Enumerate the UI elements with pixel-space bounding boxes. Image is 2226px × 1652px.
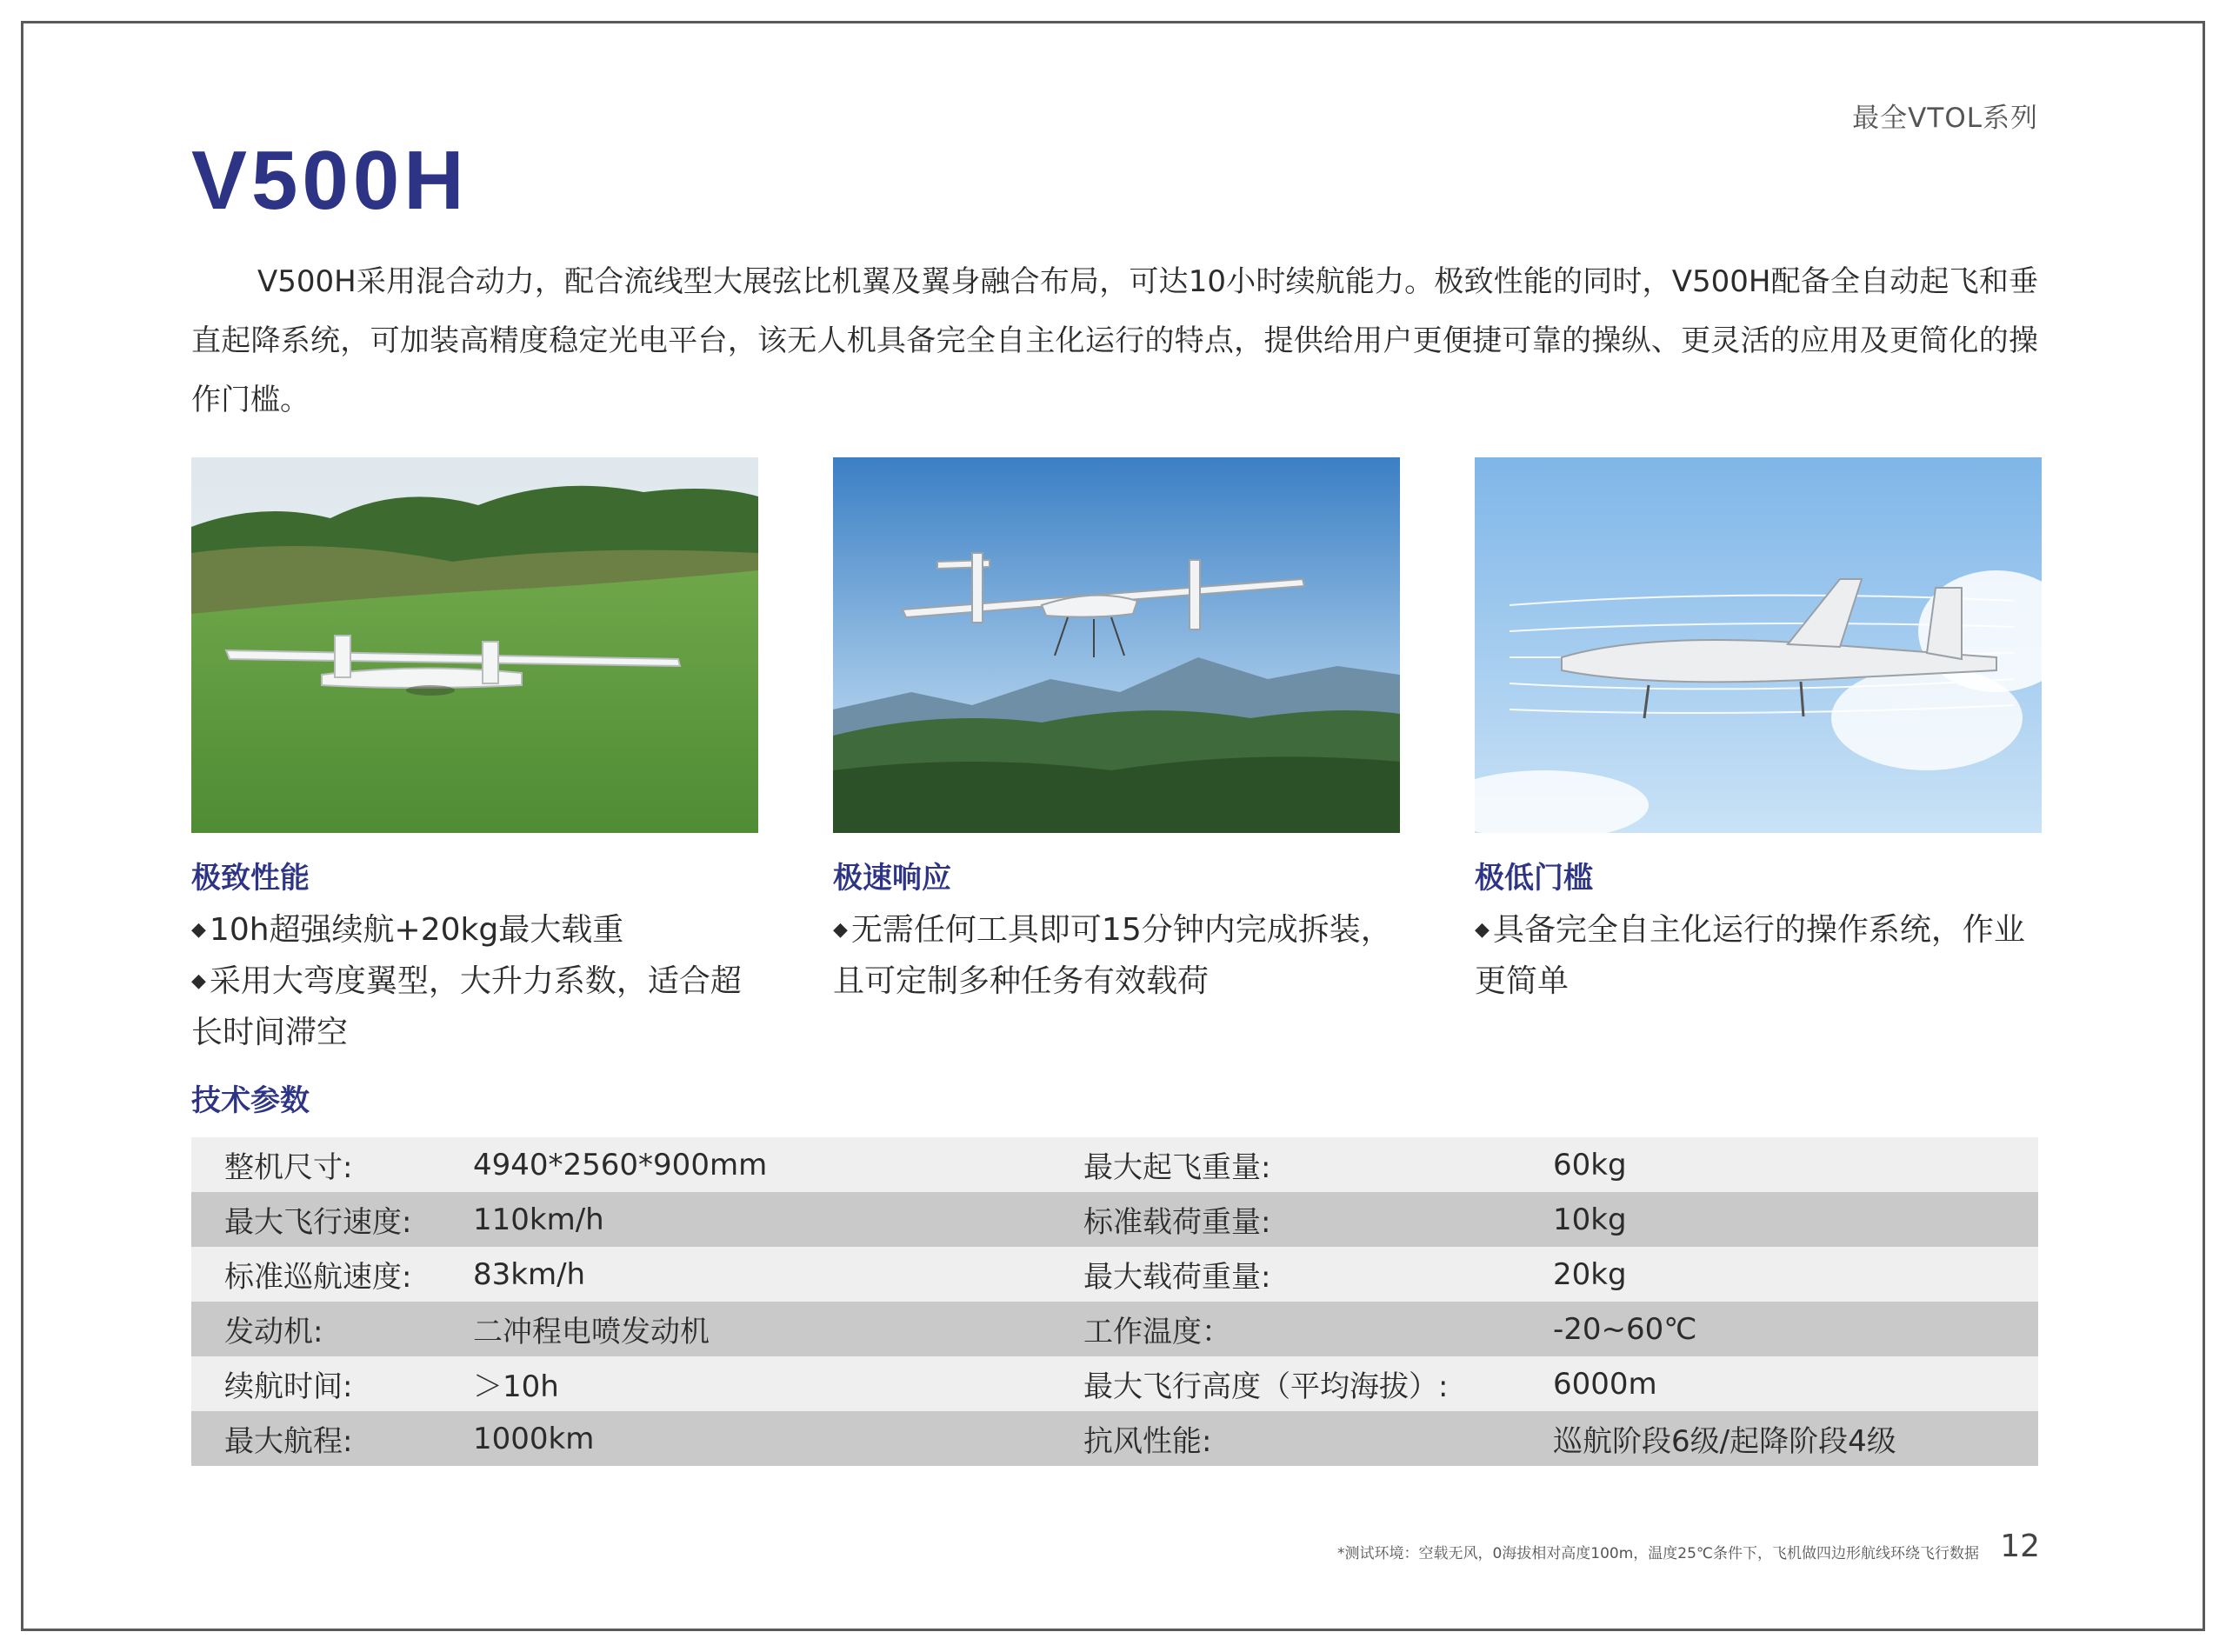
spec-label: 最大飞行速度: (224, 1205, 412, 1240)
spec-label: 抗风性能: (1083, 1424, 1212, 1459)
page-title: V500H (191, 134, 469, 227)
diamond-bullet-icon: ◆ (833, 919, 848, 941)
spec-value: ＞10h (473, 1369, 559, 1404)
feature-title-threshold: 极低门槛 (1475, 861, 1593, 896)
drone-grass-photo (191, 457, 758, 833)
drone-airflow-photo (1475, 457, 2042, 833)
spec-label: 最大航程: (224, 1424, 353, 1459)
table-row (191, 1411, 2038, 1466)
spec-label: 整机尺寸: (224, 1150, 353, 1185)
test-footnote: *测试环境：空载无风，0海拔相对高度100m，温度25℃条件下，飞机做四边形航线环绕飞行数据 (1336, 1545, 1979, 1562)
page-number: 12 (2000, 1529, 2040, 1564)
spec-label: 最大飞行高度（平均海拔）: (1083, 1369, 1449, 1404)
spec-value: 4940*2560*900mm (473, 1147, 768, 1182)
diamond-bullet-icon: ◆ (191, 970, 206, 992)
feature-title-response: 极速响应 (833, 861, 951, 896)
spec-label: 发动机: (224, 1315, 323, 1349)
spec-label: 标准巡航速度: (224, 1260, 412, 1295)
spec-value: 1000km (473, 1421, 595, 1456)
list-item (191, 904, 765, 956)
spec-label: 续航时间: (224, 1369, 353, 1404)
spec-value: -20~60℃ (1553, 1311, 1697, 1347)
table-row (191, 1302, 2038, 1356)
feature-text: 具备完全自主化运行的操作系统，作业更简单 (1475, 912, 2025, 999)
diamond-bullet-icon: ◆ (1475, 919, 1490, 941)
table-row (191, 1356, 2038, 1411)
feature-text: 10h超强续航+20kg最大载重 (209, 912, 624, 948)
feature-list-response (833, 904, 1407, 1007)
spec-value: 巡航阶段6级/起降阶段4级 (1553, 1424, 1896, 1459)
spec-value: 60kg (1553, 1147, 1627, 1182)
specs-table (191, 1137, 2038, 1466)
drone-mountain-photo (833, 457, 1400, 833)
spec-label: 最大起飞重量: (1083, 1150, 1271, 1185)
series-label: 最全VTOL系列 (1852, 103, 2038, 134)
spec-value: 10kg (1553, 1202, 1627, 1237)
intro-paragraph: V500H采用混合动力，配合流线型大展弦比机翼及翼身融合布局，可达10小时续航能力。极致性能的同时，V500H配备全自动起飞和垂直起降系统，可加装高精度稳定光电平台，该无人机具备完全自主化运行的特点，提供给用户更便捷可靠的操纵、更灵活的应用及更简化的操作门槛。 (191, 264, 2038, 417)
specs-title: 技术参数 (191, 1083, 310, 1118)
feature-text: 采用大弯度翼型，大升力系数，适合超长时间滞空 (191, 963, 742, 1050)
list-item (833, 904, 1407, 1007)
list-item (191, 956, 765, 1058)
table-row (191, 1192, 2038, 1247)
spec-value: 6000m (1553, 1366, 1657, 1402)
feature-list-performance (191, 904, 765, 1058)
feature-list-threshold (1475, 904, 2049, 1007)
diamond-bullet-icon: ◆ (191, 919, 206, 941)
spec-value: 83km/h (473, 1256, 586, 1292)
spec-label: 最大载荷重量: (1083, 1260, 1271, 1295)
spec-value: 110km/h (473, 1202, 604, 1237)
spec-label: 标准载荷重量: (1083, 1205, 1271, 1240)
table-row (191, 1137, 2038, 1192)
feature-title-performance: 极致性能 (191, 861, 310, 896)
spec-value: 二冲程电喷发动机 (473, 1315, 710, 1349)
spec-label: 工作温度： (1083, 1315, 1231, 1349)
list-item (1475, 904, 2049, 1007)
feature-text: 无需任何工具即可15分钟内完成拆装，且可定制多种任务有效载荷 (833, 912, 1392, 999)
spec-value: 20kg (1553, 1256, 1627, 1292)
table-row (191, 1247, 2038, 1302)
